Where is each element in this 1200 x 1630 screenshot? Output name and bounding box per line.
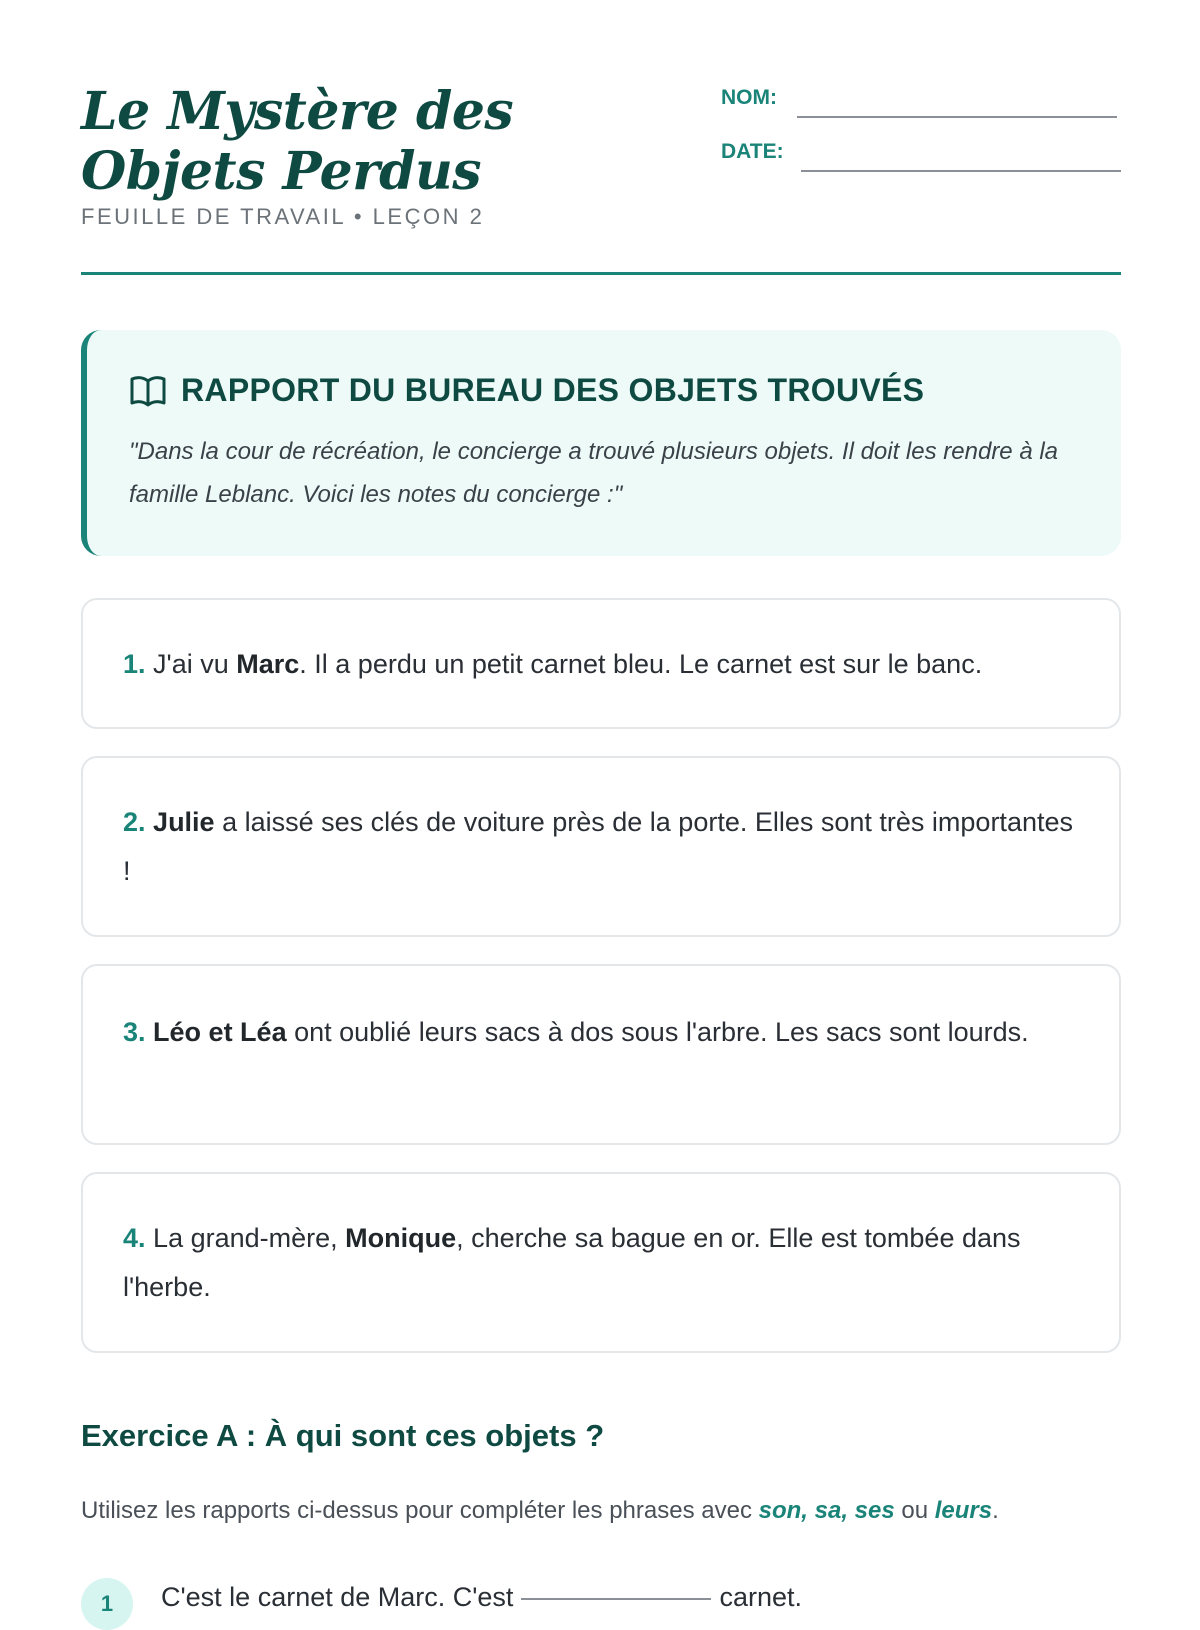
question-before: C'est le carnet de Marc. C'est xyxy=(161,1582,514,1612)
item-text-before: J'ai vu xyxy=(153,649,237,679)
item-owner: Monique xyxy=(345,1223,457,1253)
report-item xyxy=(81,1172,1121,1353)
item-number: 3. xyxy=(123,1017,146,1047)
name-label: NOM: xyxy=(721,86,777,109)
item-text-after: ont oublié leurs sacs à dos sous l'arbre. Les sacs sont lourds. xyxy=(286,1017,1029,1047)
question-after: carnet. xyxy=(719,1582,802,1612)
item-number: 2. xyxy=(123,807,146,837)
name-line[interactable] xyxy=(797,116,1117,118)
instruction-connector: ou xyxy=(894,1497,935,1524)
instruction-end: . xyxy=(992,1497,999,1524)
name-field[interactable] xyxy=(721,78,1121,118)
item-number: 4. xyxy=(123,1223,146,1253)
instruction-options: son, sa, ses xyxy=(758,1497,895,1524)
item-owner: Léo et Léa xyxy=(153,1017,287,1047)
report-item xyxy=(81,598,1121,729)
worksheet-title: Le Mystère des Objets Perdus xyxy=(81,81,514,202)
item-owner: Marc xyxy=(236,649,300,679)
question-text xyxy=(161,1582,802,1613)
date-label: DATE: xyxy=(721,140,784,163)
item-text-after: , cherche sa bague en or. Elle est tombée dans l'herbe. xyxy=(123,1223,1021,1302)
item-text-after: . Il a perdu un petit carnet bleu. Le carnet est sur le banc. xyxy=(299,649,983,679)
date-line[interactable] xyxy=(801,170,1121,172)
item-number: 1. xyxy=(123,649,146,679)
report-quote: "Dans la cour de récréation, le concierge a trouvé plusieurs objets. Il doit les rendre à la famille Leblanc. Voici les notes du concierge :" xyxy=(129,438,1059,508)
header-divider xyxy=(81,272,1121,275)
question-number-badge: 1 xyxy=(81,1578,133,1630)
report-item xyxy=(81,756,1121,937)
item-owner: Julie xyxy=(153,807,215,837)
book-open-icon xyxy=(129,374,167,408)
report-item xyxy=(81,964,1121,1145)
item-text-before: La grand-mère, xyxy=(153,1223,346,1253)
item-text-after: a laissé ses clés de voiture près de la porte. Elles sont très importantes ! xyxy=(123,807,1073,886)
instruction-option-last: leurs xyxy=(934,1497,993,1524)
report-header xyxy=(129,372,924,409)
date-field[interactable] xyxy=(721,132,1121,172)
exercise-title: Exercice A : À qui sont ces objets ? xyxy=(81,1418,605,1453)
report-box xyxy=(81,330,1121,556)
worksheet-subtitle: FEUILLE DE TRAVAIL • LEÇON 2 xyxy=(81,204,485,229)
instruction-text: Utilisez les rapports ci-dessus pour compléter les phrases avec xyxy=(81,1497,759,1524)
report-title: RAPPORT DU BUREAU DES OBJETS TROUVÉS xyxy=(181,372,925,408)
exercise-instruction xyxy=(81,1497,999,1525)
